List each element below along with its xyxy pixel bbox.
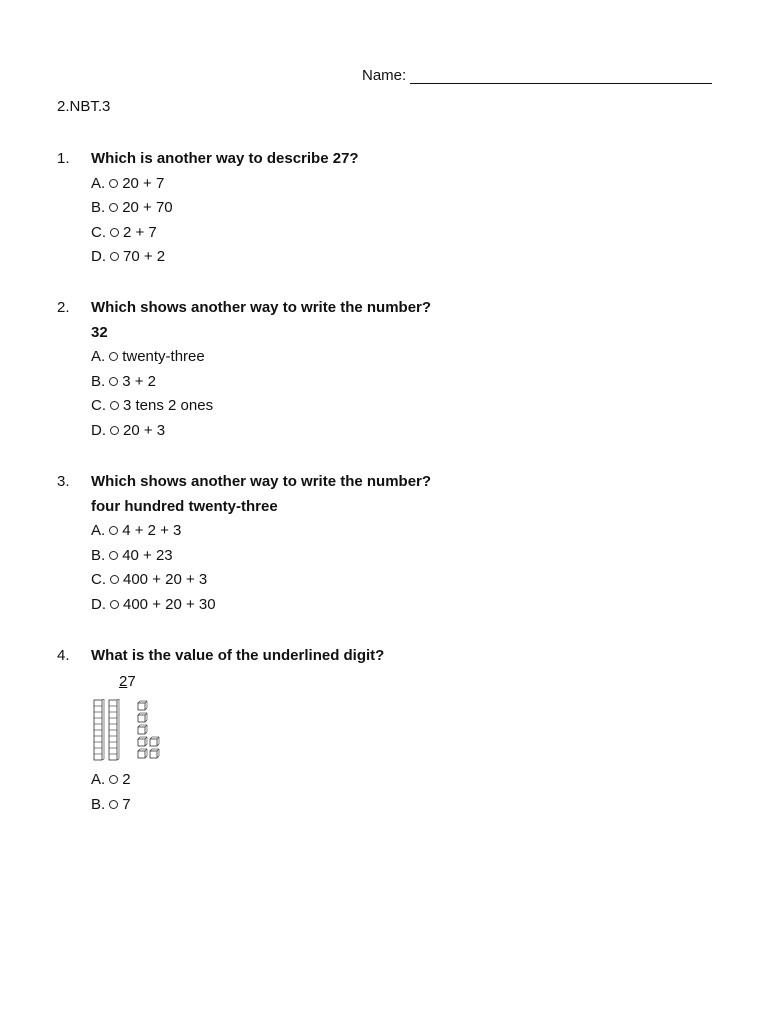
question-number: 2. — [57, 299, 70, 316]
radio-circle-icon[interactable] — [109, 377, 118, 386]
choice-letter: C. — [91, 571, 106, 588]
radio-circle-icon[interactable] — [109, 775, 118, 784]
radio-circle-icon[interactable] — [109, 203, 118, 212]
one-cube — [138, 701, 147, 710]
radio-circle-icon[interactable] — [110, 426, 119, 435]
choice-letter: A. — [91, 522, 106, 539]
question-prompt: Which shows another way to write the number? — [91, 473, 432, 490]
choice-a[interactable] — [91, 175, 691, 200]
radio-circle-icon[interactable] — [109, 551, 118, 560]
choice-letter: C. — [91, 223, 106, 241]
choice-text: 40 + 23 — [122, 546, 173, 564]
choice-letter: D. — [91, 248, 106, 265]
choice-text: 400 + 20 + 30 — [123, 595, 216, 613]
radio-circle-icon[interactable] — [110, 600, 119, 609]
standard-code: 2.NBT.3 — [57, 98, 111, 115]
choice-c[interactable] — [91, 224, 691, 249]
radio-circle-icon[interactable] — [109, 179, 118, 188]
choice-letter: A. — [91, 348, 106, 365]
choice-letter: B. — [91, 372, 106, 390]
choice-b[interactable] — [91, 199, 691, 224]
choice-letter: A. — [91, 771, 106, 788]
name-field-row — [362, 67, 712, 84]
base-ten-blocks-image — [92, 699, 172, 763]
question-prompt: Which shows another way to write the number? — [91, 299, 432, 316]
choice-d[interactable] — [91, 422, 691, 447]
choice-text: 7 — [122, 795, 131, 813]
choice-text: 2 — [122, 771, 131, 788]
question-prompt: What is the value of the underlined digit? — [91, 647, 385, 664]
radio-circle-icon[interactable] — [109, 800, 118, 809]
choice-text: 400 + 20 + 3 — [123, 571, 208, 588]
choice-text: 70 + 2 — [123, 248, 166, 265]
choice-text: 2 + 7 — [123, 223, 157, 241]
one-cube — [138, 725, 147, 734]
question-number: 4. — [57, 647, 70, 664]
choice-letter: D. — [91, 421, 106, 439]
choice-text: 3 + 2 — [122, 372, 156, 390]
radio-circle-icon[interactable] — [110, 252, 119, 261]
choice-text: 20 + 7 — [122, 174, 165, 192]
choice-text: 3 tens 2 ones — [123, 397, 214, 414]
choice-text: twenty-three — [122, 348, 205, 365]
one-cube — [150, 749, 159, 758]
choice-letter: C. — [91, 397, 106, 414]
choice-c[interactable] — [91, 571, 691, 596]
name-blank-line[interactable] — [410, 67, 712, 84]
ten-rod — [94, 699, 104, 760]
choice-b[interactable] — [91, 796, 391, 821]
choice-text: 20 + 3 — [123, 421, 166, 439]
choice-letter: B. — [91, 199, 106, 216]
choice-text: 4 + 2 + 3 — [122, 522, 182, 539]
choice-d[interactable] — [91, 248, 691, 273]
question-number: 3. — [57, 473, 70, 490]
question-prompt: Which is another way to describe 27? — [91, 150, 359, 167]
one-cube — [138, 737, 147, 746]
one-cube — [138, 713, 147, 722]
name-label: Name: — [362, 67, 407, 84]
choice-a[interactable] — [91, 522, 691, 547]
choice-b[interactable] — [91, 373, 691, 398]
underlined-digit: 2 — [119, 673, 128, 690]
question-number: 1. — [57, 150, 70, 167]
choice-c[interactable] — [91, 397, 691, 422]
choice-letter: D. — [91, 595, 106, 613]
one-cube — [150, 737, 159, 746]
question-subprompt: 32 — [91, 323, 108, 341]
choice-d[interactable] — [91, 596, 691, 621]
ten-rod — [109, 699, 119, 760]
radio-circle-icon[interactable] — [110, 228, 119, 237]
choice-letter: B. — [91, 795, 106, 813]
radio-circle-icon[interactable] — [109, 352, 118, 361]
radio-circle-icon[interactable] — [110, 401, 119, 410]
choice-letter: A. — [91, 174, 106, 192]
choice-b[interactable] — [91, 547, 691, 572]
radio-circle-icon[interactable] — [110, 575, 119, 584]
choice-a[interactable] — [91, 771, 391, 796]
remaining-digit: 7 — [127, 673, 136, 690]
choice-text: 20 + 70 — [122, 199, 173, 216]
choice-letter: B. — [91, 546, 106, 564]
number-with-underlined-digit — [119, 673, 136, 690]
radio-circle-icon[interactable] — [109, 526, 118, 535]
question-subprompt: four hundred twenty-three — [91, 497, 278, 515]
choice-a[interactable] — [91, 348, 691, 373]
one-cube — [138, 749, 147, 758]
